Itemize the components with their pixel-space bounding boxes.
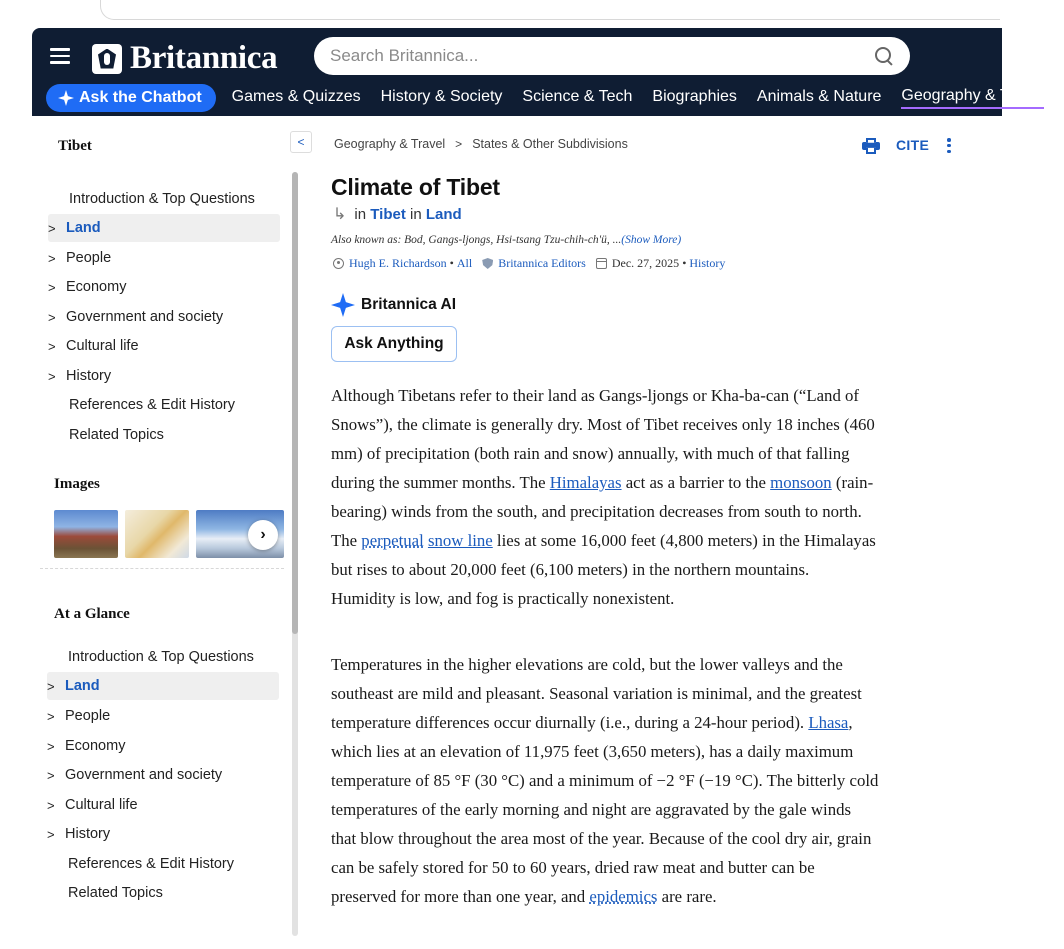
toc-item-introduction[interactable] — [48, 185, 280, 213]
chevron-right-icon: > — [47, 826, 55, 842]
chevron-right-icon: > — [48, 279, 56, 295]
paragraph-line: that blow throughout the area most of the year. Because of the cool dry air, grain — [331, 829, 872, 848]
snow-line-link[interactable]: snow line — [427, 531, 493, 550]
logo-text: Britannica — [130, 40, 278, 76]
image-thumbnail-potala[interactable] — [54, 510, 118, 558]
paragraph-line — [331, 882, 981, 911]
chevron-right-icon: › — [260, 526, 266, 543]
ai-label-text: Britannica AI — [361, 296, 457, 313]
sparkle-icon — [58, 90, 74, 106]
chevron-right-icon: > — [48, 309, 56, 325]
paragraph-line: can be safely stored for 50 to 60 years, dried raw meat and butter can be — [331, 858, 815, 877]
chevron-right-icon: > — [47, 797, 55, 813]
chevron-right-icon: > — [47, 738, 55, 754]
section-link[interactable]: Land — [425, 205, 462, 223]
paragraph-line: temperatures of the early morning and night are aggravated by the gale winds — [331, 800, 852, 819]
nav-biographies[interactable]: Biographies — [652, 88, 737, 105]
article-paragraph-2 — [331, 650, 981, 911]
paragraph-line: Although Tibetans refer to their land as Gangs-ljongs or Kha-ba-can (“Land of — [331, 386, 860, 405]
toc-label: Land — [66, 220, 101, 236]
epidemics-link[interactable]: epidemics — [589, 887, 658, 906]
paragraph-text: (rain- — [831, 473, 874, 492]
toc-item-government[interactable] — [47, 761, 279, 789]
in-prefix: in — [354, 205, 367, 223]
parent-topic-line — [333, 204, 462, 224]
author-link[interactable]: Hugh E. Richardson — [349, 256, 447, 270]
toc-label: Related Topics — [69, 427, 164, 443]
ask-chatbot-button[interactable] — [46, 84, 216, 112]
chevron-right-icon: > — [48, 220, 56, 236]
toc-label: Economy — [66, 279, 127, 295]
carousel-next-button[interactable] — [248, 520, 278, 550]
toc-label: Cultural life — [66, 338, 139, 354]
browser-tab-edge — [100, 0, 1000, 20]
toc-label: Introduction & Top Questions — [68, 649, 254, 665]
more-options-icon[interactable] — [946, 138, 952, 154]
also-known-as — [331, 234, 681, 246]
toc-label: Related Topics — [68, 885, 163, 901]
images-title: Images — [54, 476, 100, 492]
all-authors-link[interactable]: All — [456, 256, 473, 270]
paragraph-line: which lies at an elevation of 11,975 feet (3,650 meters), has a daily maximum — [331, 742, 854, 761]
page-title: Climate of Tibet — [331, 174, 500, 200]
paragraph-line: southeast are mild and pleasant. Seasonal variation is minimal, and the greatest — [331, 684, 862, 703]
toc-item-references[interactable] — [47, 850, 279, 878]
toc-item-history[interactable] — [47, 820, 279, 848]
toc-item-related-topics[interactable] — [47, 879, 279, 907]
site-header — [32, 28, 1044, 116]
nav-animals-nature[interactable]: Animals & Nature — [756, 88, 882, 105]
paragraph-line: Temperatures in the higher elevations are cold, but the lower valleys and the — [331, 655, 843, 674]
toc-item-economy[interactable] — [48, 273, 280, 301]
toc-label: Cultural life — [65, 797, 138, 813]
sparkle-icon — [331, 293, 355, 317]
cite-button[interactable]: CITE — [896, 137, 930, 153]
user-icon — [333, 258, 344, 269]
toc-item-references[interactable] — [48, 391, 280, 419]
chevron-right-icon: > — [47, 708, 55, 724]
paragraph-line: bearing) winds from the south, and precipitation decreases from south to north. — [331, 502, 862, 521]
nav-games-quizzes[interactable]: Games & Quizzes — [231, 88, 361, 105]
at-a-glance-title: At a Glance — [54, 606, 130, 622]
chevron-left-icon: < — [297, 135, 305, 149]
paragraph-text: act as a barrier to the — [621, 473, 771, 492]
toc-item-land[interactable] — [47, 672, 279, 700]
toc-item-related-topics[interactable] — [48, 421, 280, 449]
chevron-right-icon: > — [48, 368, 56, 384]
toc-label: History — [66, 368, 112, 384]
sidebar-scrollbar-thumb[interactable] — [292, 172, 298, 634]
britannica-ai-label — [331, 293, 456, 317]
paragraph-line: Snows”), the climate is generally dry. Most of Tibet receives only 18 inches (460 — [331, 415, 875, 434]
chevron-right-icon: > — [47, 678, 55, 694]
paragraph-line — [331, 708, 981, 737]
paragraph-text: preserved for more than one year, and — [331, 887, 590, 906]
article-date: Dec. 27, 2025 — [611, 256, 680, 270]
perpetual-link[interactable]: perpetual — [361, 531, 424, 550]
chevron-right-icon: > — [48, 338, 56, 354]
paragraph-text: , — [848, 713, 853, 732]
toc-label: History — [65, 826, 111, 842]
paragraph-text: temperature differences occur diurnally (i.e., during a 24-hour period). — [331, 713, 809, 732]
main-nav — [46, 83, 1064, 113]
toc-label: References & Edit History — [68, 856, 235, 872]
breadcrumb-chevron-icon: > — [455, 137, 463, 151]
toc-label: Economy — [65, 738, 126, 754]
paragraph-line — [331, 526, 981, 555]
parent-topic-link[interactable]: Tibet — [370, 205, 406, 223]
lhasa-link[interactable]: Lhasa — [808, 713, 849, 732]
aka-text: Also known as: Bod, Gangs-ljongs, Hsi-tsang Tzu-chih-ch'ü, ... — [331, 234, 622, 246]
britannica-emblem-icon — [92, 44, 122, 74]
nav-geography-travel[interactable]: Geography & Travel — [901, 87, 1043, 109]
search-icon[interactable] — [874, 46, 894, 66]
chevron-right-icon: > — [48, 250, 56, 266]
sidebar-divider — [40, 568, 284, 569]
sidebar-title: Tibet — [58, 138, 92, 154]
search-bar[interactable] — [314, 37, 910, 75]
toc-item-introduction[interactable] — [47, 643, 279, 671]
breadcrumb-states-subdivisions[interactable]: States & Other Subdivisions — [472, 137, 628, 151]
breadcrumb-geography-travel[interactable]: Geography & Travel — [334, 137, 446, 151]
toc-item-history[interactable] — [48, 362, 280, 390]
article-byline: Hugh E. Richardson • All Britannica Editors Dec. 27, 2025 • History — [333, 256, 725, 271]
menu-icon[interactable] — [50, 48, 70, 64]
himalayas-link[interactable]: Himalayas — [549, 473, 622, 492]
toc-label: People — [66, 250, 112, 266]
toc-item-people[interactable] — [47, 702, 279, 730]
search-input[interactable] — [330, 46, 874, 66]
return-arrow-icon: ↳ — [333, 206, 347, 223]
chevron-right-icon: > — [47, 767, 55, 783]
toc-label: Government and society — [66, 309, 224, 325]
paragraph-text: lies at some 16,000 feet (4,800 meters) in the Himalayas — [492, 531, 876, 550]
toc-item-cultural-life[interactable] — [48, 332, 280, 360]
print-icon[interactable] — [862, 138, 880, 154]
toc-item-people[interactable] — [48, 244, 280, 272]
nav-history-society[interactable]: History & Society — [380, 88, 503, 105]
collapse-sidebar-button[interactable] — [290, 131, 312, 153]
toc-label: Government and society — [65, 767, 223, 783]
toc-label: People — [65, 708, 111, 724]
history-link[interactable]: History — [689, 256, 726, 270]
paragraph-line — [331, 468, 981, 497]
monsoon-link[interactable]: monsoon — [770, 473, 832, 492]
toc-label: References & Edit History — [69, 397, 236, 413]
toc-item-economy[interactable] — [47, 732, 279, 760]
article-sidebar — [32, 116, 294, 949]
britannica-logo[interactable] — [92, 40, 277, 77]
paragraph-line: but rises to about 20,000 feet (6,100 meters) in the northern mountains. — [331, 560, 810, 579]
toc-item-land[interactable] — [48, 214, 280, 242]
paragraph-line: Humidity is low, and fog is practically nonexistent. — [331, 589, 675, 608]
paragraph-text: are rare. — [657, 887, 717, 906]
toc-item-cultural-life[interactable] — [47, 791, 279, 819]
paragraph-line: temperature of 85 °F (30 °C) and a minimum of −2 °F (−19 °C). The bitterly cold — [331, 771, 879, 790]
browser-chrome-strip — [0, 0, 1024, 28]
article-paragraph-1 — [331, 381, 981, 613]
ask-anything-button[interactable]: Ask Anything — [331, 326, 457, 362]
image-thumbnail-map[interactable] — [125, 510, 189, 558]
toc-label: Introduction & Top Questions — [69, 191, 255, 207]
toc-label: Land — [65, 678, 100, 694]
in-mid: in — [410, 205, 422, 223]
calendar-icon — [596, 258, 607, 269]
paragraph-line: mm) of precipitation (both rain and snow) annually, with much of that falling — [331, 444, 850, 463]
ask-chatbot-label: Ask the Chatbot — [79, 89, 202, 106]
toc-item-government[interactable] — [48, 303, 280, 331]
breadcrumb — [334, 137, 628, 151]
show-more-link[interactable]: (Show More) — [621, 234, 682, 246]
paragraph-text: during the summer months. The — [331, 473, 550, 492]
shield-icon — [482, 258, 493, 269]
paragraph-text: The — [331, 531, 362, 550]
editors-link[interactable]: Britannica Editors — [498, 256, 586, 270]
nav-science-tech[interactable]: Science & Tech — [522, 88, 633, 105]
